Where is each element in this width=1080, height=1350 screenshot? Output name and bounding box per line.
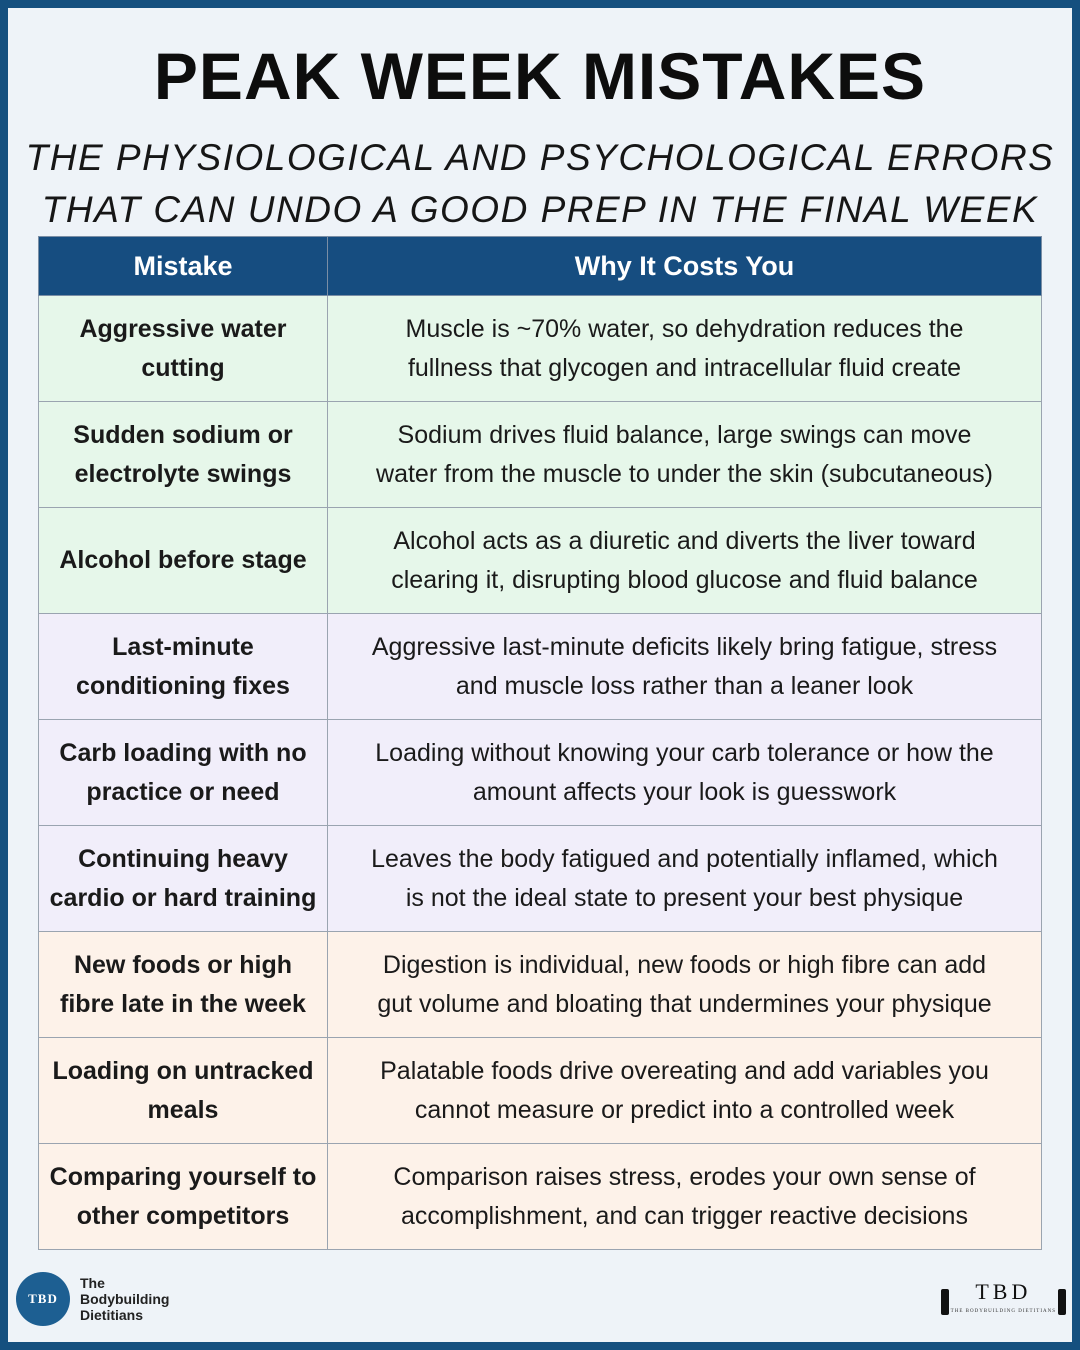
reason-text-line: is not the ideal state to present your best physique (405, 883, 964, 912)
table-row (39, 720, 1042, 826)
mistake-cell (39, 296, 328, 402)
page-title: PEAK WEEK MISTAKES (153, 39, 927, 113)
mistake-text-line: conditioning fixes (76, 671, 290, 700)
reason-text-line: cannot measure or predict into a controlled week (414, 1095, 955, 1124)
mistake-cell (39, 720, 328, 826)
dumbbell-plate-right-icon (1058, 1289, 1066, 1315)
reason-text-line: water from the muscle to under the skin (subcutaneous) (376, 459, 993, 488)
reason-text-line: Palatable foods drive overeating and add variables you (380, 1056, 989, 1085)
reason-text-line: accomplishment, and can trigger reactive decisions (401, 1201, 968, 1230)
page-subtitle (8, 132, 1072, 236)
brand-line-2: Bodybuilding (80, 1291, 170, 1307)
reason-text-line: Alcohol acts as a diuretic and diverts the liver toward (393, 526, 976, 555)
mistake-cell (39, 402, 328, 508)
mistake-text-line: Aggressive water (79, 314, 287, 343)
logo-mark-text: TBD (975, 1279, 1032, 1304)
mistake-text-line: Carb loading with no (59, 738, 307, 767)
table-row (39, 402, 1042, 508)
reason-cell (328, 614, 1042, 720)
mistake-text-line: cutting (141, 353, 225, 382)
mistake-cell (39, 1144, 328, 1250)
reason-text-line: fullness that glycogen and intracellular fluid create (407, 353, 962, 382)
mistake-text-line: New foods or high (73, 950, 293, 979)
table-row (39, 614, 1042, 720)
mistake-text-line: cardio or hard training (49, 883, 317, 912)
reason-cell (328, 720, 1042, 826)
brand-line-3: Dietitians (80, 1307, 144, 1323)
brand-badge-logo: TBD (16, 1272, 70, 1326)
mistake-cell (39, 932, 328, 1038)
reason-cell (328, 508, 1042, 614)
mistake-text-line: Sudden sodium or (73, 420, 293, 449)
table-row (39, 826, 1042, 932)
mistake-text-line: meals (147, 1095, 219, 1124)
mistake-text-line: Alcohol before stage (59, 546, 307, 574)
mistakes-table (38, 236, 1042, 1250)
mistake-text-line: other competitors (76, 1201, 290, 1230)
reason-text-line: Aggressive last-minute deficits likely bring fatigue, stress (371, 632, 998, 661)
reason-cell (328, 826, 1042, 932)
reason-text-line: clearing it, disrupting blood glucose and fluid balance (391, 565, 978, 594)
mistake-cell (39, 508, 328, 614)
mistake-cell (39, 1038, 328, 1144)
subtitle-line-2: THAT CAN UNDO A GOOD PREP IN THE FINAL WEEK (41, 189, 1039, 230)
dumbbell-logo (939, 1279, 1068, 1322)
reason-text-line: gut volume and bloating that undermines your physique (377, 989, 992, 1018)
mistake-text-line: Loading on untracked (52, 1056, 314, 1085)
reason-text-line: Loading without knowing your carb tolerance or how the (375, 738, 994, 767)
table-body (39, 296, 1042, 1250)
reason-text-line: Leaves the body fatigued and potentially inflamed, which (371, 844, 998, 873)
reason-text-line: Muscle is ~70% water, so dehydration reduces the (405, 314, 964, 343)
mistake-text-line: Last-minute (112, 632, 254, 661)
reason-cell (328, 1144, 1042, 1250)
brand-name (80, 1275, 169, 1323)
table-row (39, 932, 1042, 1038)
reason-text-line: and muscle loss rather than a leaner look (455, 671, 914, 700)
logo-wordmark (950, 1279, 1056, 1322)
brand-line-1: The (80, 1275, 105, 1291)
mistake-text-line: Comparing yourself to (49, 1162, 317, 1191)
reason-text-line: Sodium drives fluid balance, large swings can move (397, 420, 972, 449)
table-row (39, 1038, 1042, 1144)
column-header-why: Why It Costs You (328, 237, 1042, 296)
mistake-text-line: Continuing heavy (78, 844, 288, 873)
logo-subtext: THE BODYBUILDING DIETITIANS (950, 1309, 1056, 1314)
reason-text-line: Digestion is individual, new foods or high fibre can add (382, 950, 987, 979)
mistake-text-line: electrolyte swings (74, 459, 292, 488)
reason-cell (328, 296, 1042, 402)
reason-cell (328, 402, 1042, 508)
table-row (39, 296, 1042, 402)
mistake-cell (39, 614, 328, 720)
reason-cell (328, 932, 1042, 1038)
table-row (39, 1144, 1042, 1250)
table-row (39, 508, 1042, 614)
reason-text-line: Comparison raises stress, erodes your own sense of (393, 1162, 976, 1191)
table-header-row (39, 237, 1042, 296)
mistake-cell (39, 826, 328, 932)
reason-cell (328, 1038, 1042, 1144)
subtitle-line-1: THE PHYSIOLOGICAL AND PSYCHOLOGICAL ERRORS (25, 137, 1055, 178)
dumbbell-plate-left-icon (941, 1289, 949, 1315)
mistake-text-line: fibre late in the week (60, 989, 306, 1018)
reason-text-line: amount affects your look is guesswork (472, 777, 897, 806)
brand-block (16, 1272, 169, 1326)
column-header-mistake: Mistake (39, 237, 328, 296)
mistake-text-line: practice or need (86, 777, 280, 806)
